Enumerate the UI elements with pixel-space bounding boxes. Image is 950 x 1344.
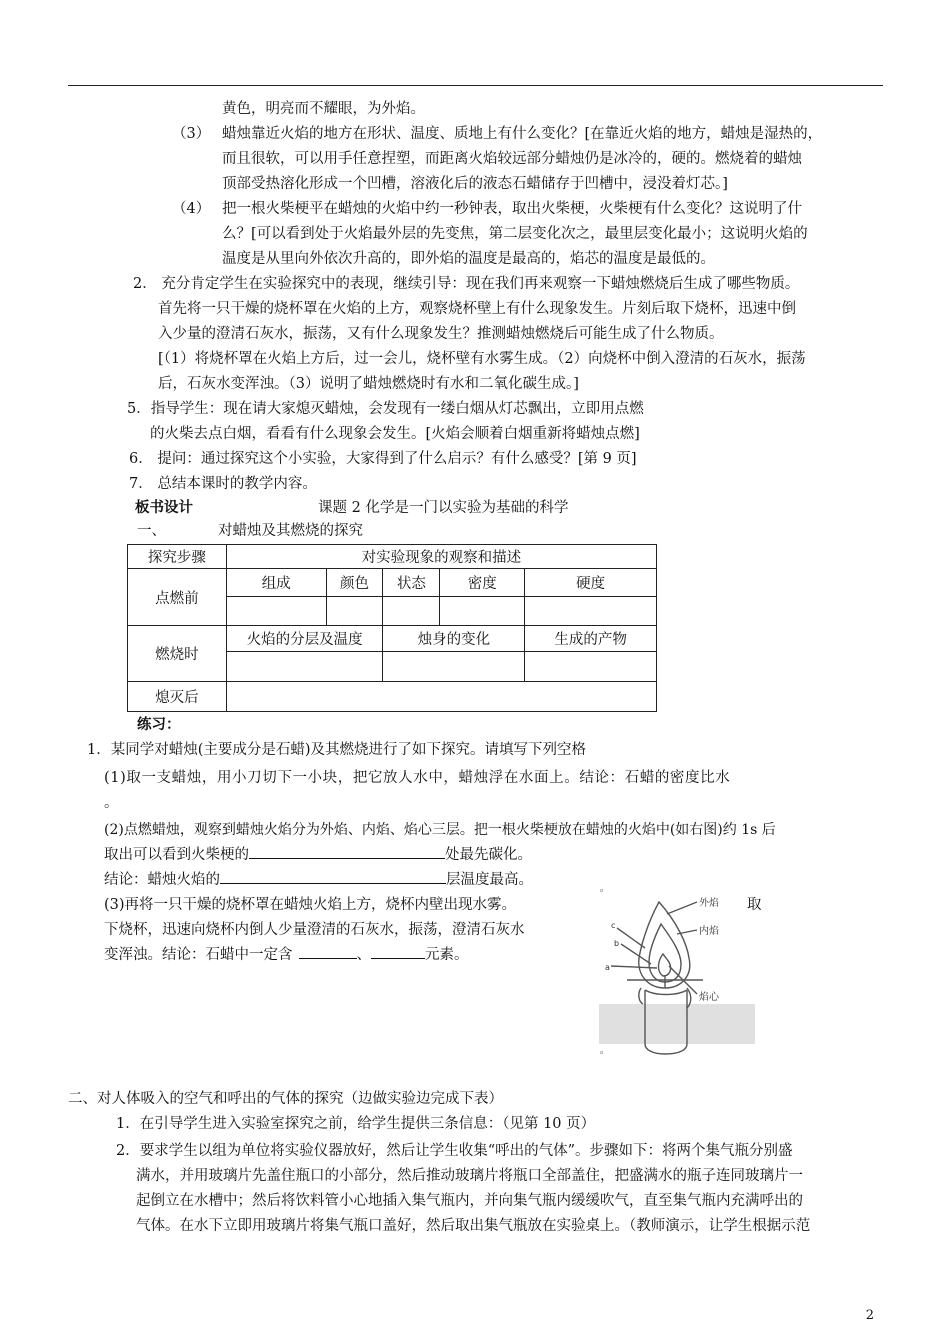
- table-cell: [440, 597, 525, 626]
- text: 处最先碳化。: [445, 847, 532, 863]
- table-cell: [383, 652, 525, 682]
- text-line: 首先将一只干燥的烧杯罩在火焰的上方，观察烧杯壁上有什么现象发生。片刻后取下烧杯，迅速中倒: [158, 301, 796, 317]
- label-b: b: [614, 939, 620, 948]
- text-line: 2． 充分肯定学生在实验探究中的表现，继续引导：现在我们再来观察一下蜡烛燃烧后生成了哪些物质。: [133, 276, 800, 292]
- col-products: 生成的产物: [525, 626, 657, 652]
- row-after: 熄灭后: [128, 682, 227, 712]
- text-line: 顶部受热溶化形成一个凹槽，溶液化后的液态石蜡储存于凹槽中，浸没着灯芯。]: [222, 176, 728, 192]
- answer-blank[interactable]: [249, 844, 445, 859]
- header-rule: [68, 85, 883, 86]
- text-line: 起倒立在水槽中；然后将饮料管小心地插入集气瓶内，并向集气瓶内缓缓吹气，直至集气瓶内充满呼出的: [136, 1193, 803, 1209]
- table-cell: [226, 597, 326, 626]
- text-line: 6． 提问：通过探究这个小实验，大家得到了什么启示？有什么感受？[第 9 页]: [129, 451, 637, 467]
- col-flame-layers: 火焰的分层及温度: [226, 626, 383, 652]
- table-cell: [226, 682, 656, 712]
- observation-table: [127, 544, 657, 712]
- text-line: [（1）将烧杯罩在火焰上方后，过一会儿，烧杯壁有水雾生成。（2）向烧杯中倒入澄清的石灰水，振荡: [158, 351, 806, 367]
- label-outer-flame: 外焰: [699, 898, 719, 909]
- item-number: （3）: [172, 126, 211, 142]
- label-inner-flame: 内焰: [699, 926, 719, 937]
- text: 结论：蜡烛火焰的: [104, 872, 220, 888]
- text-line: 的火柴去点白烟，看看有什么现象会发生。[火焰会顺着白烟重新将蜡烛点燃]: [150, 426, 640, 442]
- text-line: [104, 869, 533, 891]
- page-number: 2: [865, 1308, 874, 1323]
- row-during: 燃烧时: [128, 626, 227, 682]
- text-line: 蜡烛靠近火焰的地方在形状、温度、质地上有什么变化？[在靠近火焰的地方，蜡烛是湿热的，: [222, 126, 823, 142]
- table-cell: [525, 597, 657, 626]
- text: 、: [356, 947, 371, 963]
- text: 变浑浊。结论：石蜡中一定含: [104, 947, 293, 963]
- table-cell: [525, 652, 657, 682]
- col-composition: 组成: [226, 569, 326, 597]
- text-line: 么？[可以看到处于火焰最外层的先变焦，第二层变化次之，最里层变化最小；这说明火焰的: [222, 226, 808, 242]
- text-line: (1)取一支蜡烛，用小刀切下一小块，把它放人水中，蜡烛浮在水面上。结论：石蜡的密度比水: [104, 770, 731, 786]
- item-number: （4）: [172, 201, 211, 217]
- text: 元素。: [425, 947, 469, 963]
- text-line: [104, 844, 532, 866]
- text-line: 黄色，明亮而不耀眼，为外焰。: [222, 101, 425, 117]
- text-line: 5．指导学生：现在请大家熄灭蜡烛，会发现有一缕白烟从灯芯飘出，立即用点燃: [127, 401, 644, 417]
- text-line: 。: [104, 795, 119, 811]
- text-line: (3)再将一只干燥的烧杯罩在蜡烛火焰上方，烧杯内壁出现水雾。: [104, 897, 517, 913]
- lesson-title: 课题 2 化学是一门以实验为基础的科学: [318, 500, 569, 516]
- label-c: c: [611, 921, 616, 930]
- text-line: 取: [747, 897, 762, 913]
- text: 取出可以看到火柴梗的: [104, 847, 249, 863]
- text-line: 下烧杯，迅速向烧杯内倒人少量澄清的石灰水，振荡，澄清石灰水: [104, 922, 525, 938]
- table-cell: [383, 597, 440, 626]
- text-line: 7． 总结本课时的教学内容。: [129, 476, 317, 492]
- text-line: 把一根火柴梗平在蜡烛的火焰中约一秒钟表，取出火柴梗，火柴梗有什么变化？这说明了什: [222, 201, 802, 217]
- board-design-label: 板书设计: [135, 499, 193, 516]
- col-hardness: 硬度: [525, 569, 657, 597]
- col-state: 状态: [383, 569, 440, 597]
- col-density: 密度: [440, 569, 525, 597]
- col-color: 颜色: [326, 569, 383, 597]
- text-line: 2．要求学生以组为单位将实验仪器放好，然后让学生收集“呼出的气体”。步骤如下：将两个集气瓶分别盛: [116, 1143, 793, 1159]
- table-cell: [226, 652, 383, 682]
- row-before: 点燃前: [128, 569, 227, 626]
- table-cell: [326, 597, 383, 626]
- svg-text:◦: ◦: [599, 887, 605, 897]
- label-flame-core: 焰心: [699, 992, 719, 1003]
- text-line: 温度是从里向外依次升高的，即外焰的温度是最高的，焰芯的温度是最低的。: [222, 251, 715, 267]
- candle-flame-diagram: [597, 884, 757, 1060]
- answer-blank[interactable]: [220, 869, 446, 884]
- text: 层温度最高。: [446, 872, 533, 888]
- text-line: 1．某同学对蜡烛(主要成分是石蜡)及其燃烧进行了如下探究。请填写下列空格: [87, 742, 587, 758]
- text-line: 后，石灰水变浑浊。（3）说明了蜡烛燃烧时有水和二氧化碳生成。]: [158, 376, 579, 392]
- section-number: 一、: [137, 523, 166, 539]
- step-header: 探究步骤: [128, 545, 227, 569]
- svg-text:◦: ◦: [599, 1049, 605, 1059]
- col-body-change: 烛身的变化: [383, 626, 525, 652]
- label-a: a: [605, 963, 610, 972]
- answer-blank[interactable]: [371, 944, 425, 959]
- section-title: 对蜡烛及其燃烧的探究: [218, 523, 363, 539]
- text-line: 而且很软，可以用手任意捏塑，而距离火焰较远部分蜡烛仍是冰冷的，硬的。燃烧着的蜡烛: [222, 151, 802, 167]
- obs-header: 对实验现象的观察和描述: [226, 545, 656, 569]
- answer-blank[interactable]: [299, 944, 357, 959]
- text-line: (2)点燃蜡烛，观察到蜡烛火焰分为外焰、内焰、焰心三层。把一根火柴梗放在蜡烛的火焰中(如右图)约 1s 后: [104, 822, 776, 838]
- exercise-label: 练习：: [137, 716, 181, 733]
- text-line: [104, 944, 469, 966]
- section-heading: 二、对人体吸入的空气和呼出的气体的探究（边做实验边完成下表）: [68, 1091, 503, 1107]
- text-line: 满水，并用玻璃片先盖住瓶口的小部分，然后推动玻璃片将瓶口全部盖住，把盛满水的瓶子连同玻璃片一: [136, 1168, 803, 1184]
- text-line: 入少量的澄清石灰水，振荡，又有什么现象发生？推测蜡烛燃烧后可能生成了什么物质。: [158, 326, 724, 342]
- text-line: 气体。在水下立即用玻璃片将集气瓶口盖好，然后取出集气瓶放在实验桌上。（教师演示，让学生根据示范: [136, 1218, 811, 1234]
- text-line: 1．在引导学生进入实验室探究之前，给学生提供三条信息：（见第 10 页）: [116, 1116, 596, 1132]
